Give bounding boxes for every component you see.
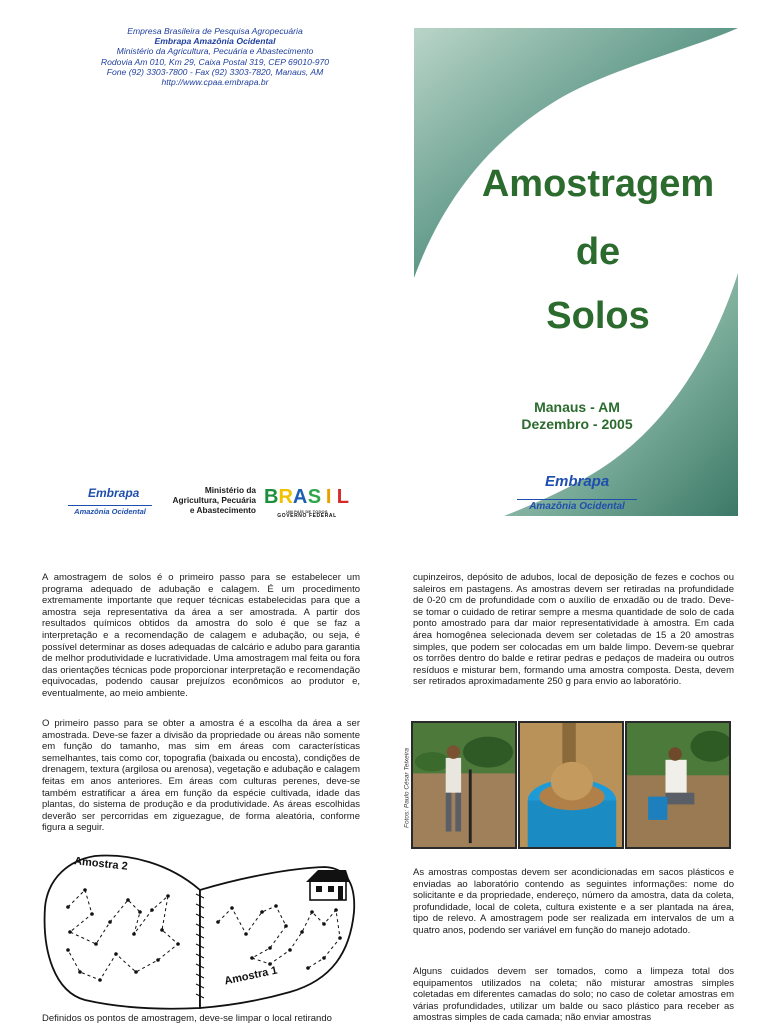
paragraph-4: cupinzeiros, depósito de adubos, local de deposição de fezes e cochos ou saleiros em pastagens. As amostras devem ser retiradas na profundidade de 0-20 cm de profundidade com o auxílio de enxadão ou de trado. Deve-se tomar o cuidado de retirar sempre a mesma quantidade de solo de cada ponto amostrado para dar maior representatividade à amostra. Em cada área homogênea selecionada devem ser coletadas de 15 a 20 amostras simples, que podem ser colocadas em um balde limpo. Devem-se quebrar os torrões dentro do balde e retirar pedras e pedaços de madeira ou outros resíduos e misturar bem, formando uma amostra composta. Desta, devem ser retirados aproximadamente 250 g para envio ao laboratório. xyxy=(413,572,734,688)
paragraph-1: A amostragem de solos é o primeiro passo para se estabelecer um programa adequado de adubação e calagem. É um procedimento extremamente importante que requer técnicas estabelecidas para que a amostra seja representativa da área a ser amostrada. A partir dos resultados químicos obtidos da amostra do solo é que se faz a interpretação e a recomendação de calagem e adubação, ou seja, é possível determinar as doses adequadas de calcário e adubo para garantia de melhor produtividade e lucratividade. Uma amostragem mal feita ou fora das orientações técnicas pode proporcionar interpretação e recomendação equivocadas, podendo causar prejuízos econômicos ao produtor e, eventualmente, ao meio ambiente. xyxy=(42,572,360,699)
brasil-wordmark xyxy=(264,485,350,509)
ministerio-line1: Ministério da xyxy=(204,485,256,495)
paragraph-3: Definidos os pontos de amostragem, deve-se limpar o local retirando xyxy=(42,1013,332,1024)
brasil-letter: S xyxy=(307,486,322,508)
paragraph-2: O primeiro passo para se obter a amostra é a escolha da área a ser amostrada. Deve-se fazer a divisão da propriedade ou áreas não somente em função do tamanho, mas sim em áreas com características semelhantes, tais como cor, topografia (baixada ou encosta), condições de drenagem, textura (argilosa ou arenosa), vegetação e adubação e calagem feitas em anos anteriores. Em áreas com culturas perenes, deve-se também estratificar a área em função da espécie cultivada, idade das plantas, do sistema de produção e da produtividade. As áreas escolhidas deverão ser percorridas em ziguezague, de forma aleatória, conforme figura a seguir. xyxy=(42,718,360,834)
brasil-letter: B xyxy=(264,486,279,508)
org-name: Empresa Brasileira de Pesquisa Agropecuária xyxy=(127,26,303,36)
paragraph-5: As amostras compostas devem ser acondicionadas em sacos plásticos e enviadas ao laboratório contendo as seguintes informações: nome do solicitante e da propriedade, endereço, número da amostra, data da coleta, profundidade, local de coleta, cultura existente e a ser plantada na área, tipo de relevo. A amostragem pode ser realizada em intervalos de um a quatro anos, podendo ser variável em função do manejo adotado. xyxy=(413,867,734,936)
embrapa-logo-text: Embrapa xyxy=(88,486,140,500)
phone: Fone (92) 3303-7800 - Fax (92) 3303-7820, Manaus, AM xyxy=(106,66,324,77)
photo-mixing-sample xyxy=(625,721,731,849)
paragraph-6: Alguns cuidados devem ser tomados, como a limpeza total dos equipamentos utilizados na coleta; não misturar amostras simples coletadas em diferentes camadas do solo; no caso de coletar amostras em várias profundidades, utilizar um balde ou saco plástico para receber as amostras simples de cada camada; não enviar amostras xyxy=(413,966,734,1024)
embrapa-logo-text: Embrapa xyxy=(545,473,610,490)
logo-divider xyxy=(517,499,637,500)
photo-credit: Fotos: Paulo César Teixeira xyxy=(403,748,411,828)
ministerio-logo xyxy=(164,486,256,515)
logo-divider xyxy=(68,505,152,506)
unit-name: Embrapa Amazônia Ocidental xyxy=(154,36,276,47)
address: Rodovia Am 010, Km 29, Caixa Postal 319, CEP 69010-970 xyxy=(100,56,330,67)
contact-block xyxy=(40,26,390,87)
cover-title-line1: Amostragem xyxy=(481,163,715,205)
ministry-name: Ministério da Agricultura, Pecuária e Abastecimento xyxy=(116,46,314,57)
sampling-diagram xyxy=(40,852,360,1012)
photo-bucket-soil xyxy=(518,721,624,849)
cover-title-line3: Solos xyxy=(546,295,650,337)
ministerio-line2: Agricultura, Pecuária xyxy=(172,494,256,505)
brasil-gov: GOVERNO FEDERAL xyxy=(277,513,337,519)
brasil-letter: A xyxy=(292,486,308,508)
brasil-logo xyxy=(264,485,350,519)
embrapa-logo-subtitle: Amazônia Ocidental xyxy=(529,501,625,512)
brasil-letter: L xyxy=(336,486,350,508)
embrapa-logo-subtitle: Amazônia Ocidental xyxy=(74,507,146,516)
brasil-letter: I xyxy=(325,486,332,508)
label-amostra-1: Amostra 1 xyxy=(223,964,279,988)
photo-soil-sampling-auger xyxy=(411,721,517,849)
zigzag-diagram xyxy=(40,852,360,1012)
brasil-letter: R xyxy=(278,486,293,508)
ministerio-line3: e Abastecimento xyxy=(189,504,256,515)
area-2-outline xyxy=(45,856,200,1009)
label-amostra-2: Amostra 2 xyxy=(73,855,129,873)
brasil-tagline: UM PAÍS DE TODOS xyxy=(286,509,328,514)
cover-title-line2: de xyxy=(575,231,621,273)
cover-date: Dezembro - 2005 xyxy=(521,416,633,432)
website-link[interactable]: http://www.cpaa.embrapa.br xyxy=(161,77,269,88)
cover-place: Manaus - AM xyxy=(534,399,620,415)
